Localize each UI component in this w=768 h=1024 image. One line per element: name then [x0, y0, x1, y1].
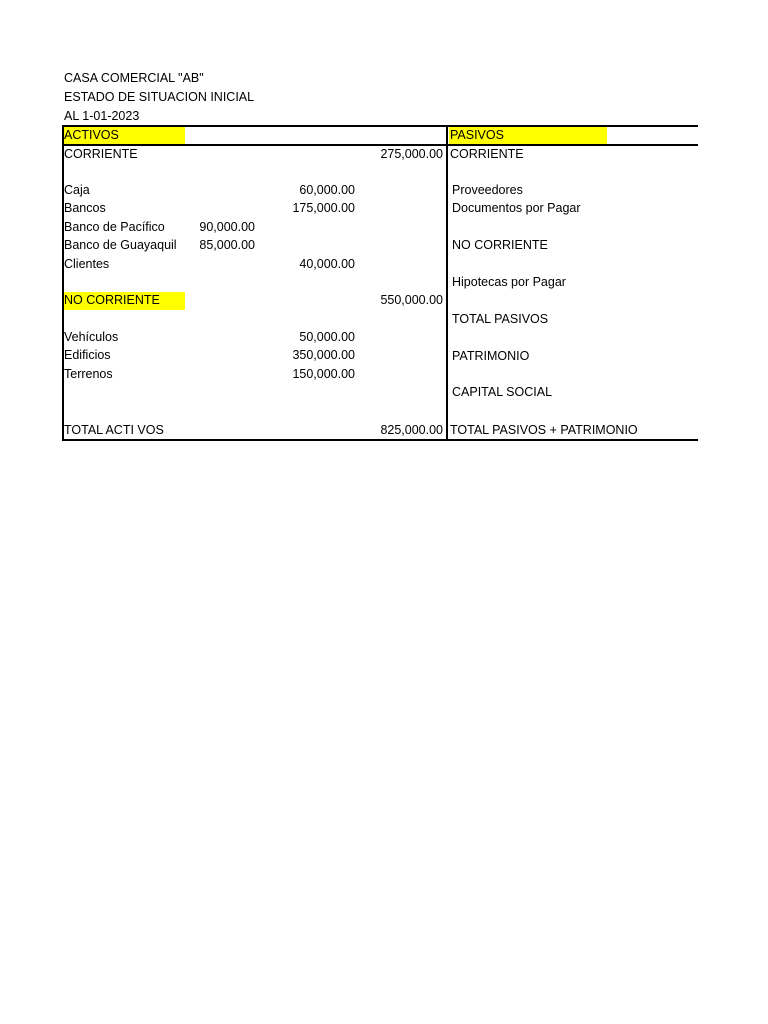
statement-date: AL 1-01-2023 [64, 109, 140, 123]
activos-heading: ACTIVOS [64, 128, 119, 142]
total-pasivos-patrimonio-label: TOTAL PASIVOS + PATRIMONIO [450, 423, 638, 437]
banco-pacifico-label: Banco de Pacífico [64, 220, 165, 234]
table-left-border [62, 125, 64, 441]
documentos-label: Documentos por Pagar [452, 201, 581, 215]
table-bottom-border [62, 439, 698, 441]
terrenos-value: 150,000.00 [292, 367, 355, 381]
banco-guayaquil-value: 85,000.00 [199, 238, 255, 252]
vehiculos-value: 50,000.00 [299, 330, 355, 344]
hipotecas-label: Hipotecas por Pagar [452, 275, 566, 289]
capital-social-label: CAPITAL SOCIAL [452, 385, 553, 399]
total-activos-value: 825,000.00 [380, 423, 443, 437]
edificios-value: 350,000.00 [292, 348, 355, 362]
proveedores-label: Proveedores [452, 183, 523, 197]
table-top-border [62, 125, 698, 127]
terrenos-label: Terrenos [64, 367, 113, 381]
pasivos-heading: PASIVOS [450, 128, 504, 142]
total-pasivos-label: TOTAL PASIVOS [452, 312, 549, 326]
activos-no-corriente-total: 550,000.00 [380, 293, 443, 307]
caja-value: 60,000.00 [299, 183, 355, 197]
statement-title: ESTADO DE SITUACION INICIAL [64, 90, 255, 104]
bancos-value: 175,000.00 [292, 201, 355, 215]
activos-corriente-total: 275,000.00 [380, 147, 443, 161]
pasivos-corriente-label: CORRIENTE [450, 147, 524, 161]
banco-pacifico-value: 90,000.00 [199, 220, 255, 234]
patrimonio-label: PATRIMONIO [452, 349, 530, 363]
edificios-label: Edificios [64, 348, 111, 362]
banco-guayaquil-label: Banco de Guayaquil [64, 238, 177, 252]
caja-label: Caja [64, 183, 90, 197]
total-activos-label: TOTAL ACTI VOS [64, 423, 164, 437]
clientes-value: 40,000.00 [299, 257, 355, 271]
vehiculos-label: Vehículos [64, 330, 119, 344]
activos-corriente-label: CORRIENTE [64, 147, 138, 161]
clientes-label: Clientes [64, 257, 110, 271]
activos-no-corriente-label: NO CORRIENTE [64, 293, 160, 307]
company-name: CASA COMERCIAL "AB" [64, 71, 204, 85]
bancos-label: Bancos [64, 201, 106, 215]
table-middle-border [446, 125, 448, 441]
pasivos-no-corriente-label: NO CORRIENTE [452, 238, 548, 252]
